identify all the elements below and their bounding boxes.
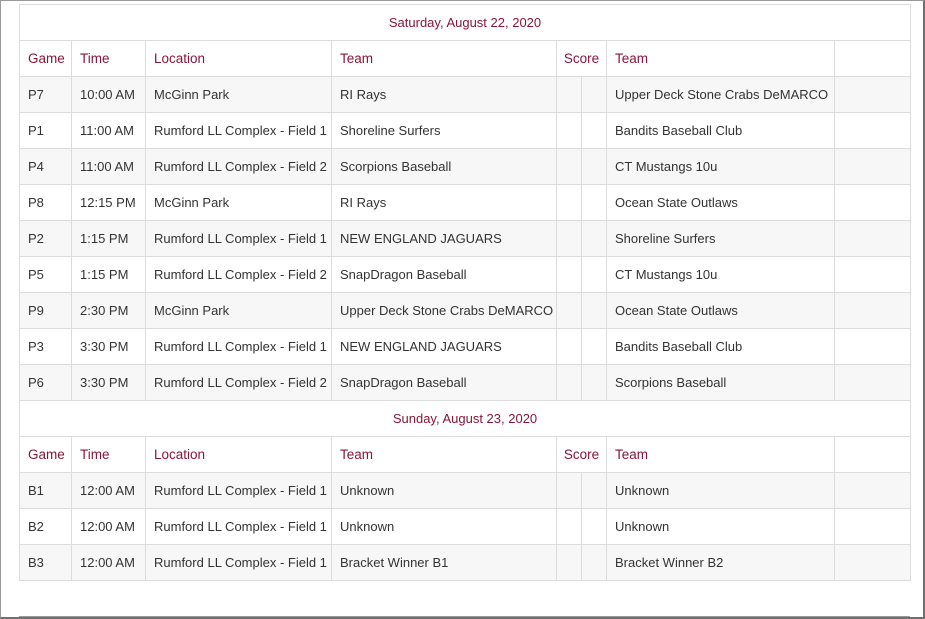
game-location: Rumford LL Complex - Field 2 — [146, 149, 332, 185]
team-home: NEW ENGLAND JAGUARS — [332, 221, 557, 257]
team-away: Ocean State Outlaws — [607, 185, 835, 221]
team-away: Unknown — [607, 473, 835, 509]
team-home: RI Rays — [332, 185, 557, 221]
game-location: Rumford LL Complex - Field 2 — [146, 257, 332, 293]
game-location: Rumford LL Complex - Field 1 — [146, 113, 332, 149]
extra-cell — [835, 509, 911, 545]
score-away — [582, 545, 607, 581]
day-header-row — [20, 401, 911, 437]
score-away — [582, 473, 607, 509]
team-home: Unknown — [332, 473, 557, 509]
header-extra — [835, 437, 911, 473]
score-away — [582, 509, 607, 545]
table-row — [20, 185, 911, 221]
extra-cell — [835, 293, 911, 329]
day-date: Sunday, August 23, 2020 — [20, 401, 911, 437]
score-away — [582, 329, 607, 365]
extra-cell — [835, 545, 911, 581]
game-time: 3:30 PM — [72, 365, 146, 401]
score-away — [582, 257, 607, 293]
team-home: Unknown — [332, 509, 557, 545]
team-away: CT Mustangs 10u — [607, 257, 835, 293]
game-time: 1:15 PM — [72, 221, 146, 257]
game-time: 3:30 PM — [72, 329, 146, 365]
header-team-home: Team — [332, 437, 557, 473]
score-home — [557, 257, 582, 293]
table-row — [20, 149, 911, 185]
game-location: Rumford LL Complex - Field 1 — [146, 329, 332, 365]
score-home — [557, 113, 582, 149]
score-home — [557, 329, 582, 365]
score-home — [557, 185, 582, 221]
header-score: Score — [557, 437, 607, 473]
game-time: 2:30 PM — [72, 293, 146, 329]
table-row — [20, 221, 911, 257]
extra-cell — [835, 149, 911, 185]
header-team-home: Team — [332, 41, 557, 77]
header-team-away: Team — [607, 41, 835, 77]
game-time: 12:00 AM — [72, 473, 146, 509]
game-code: P4 — [20, 149, 72, 185]
game-code: P7 — [20, 77, 72, 113]
score-home — [557, 545, 582, 581]
table-row — [20, 509, 911, 545]
divider — [19, 616, 910, 617]
game-location: McGinn Park — [146, 293, 332, 329]
game-location: Rumford LL Complex - Field 2 — [146, 365, 332, 401]
team-home: SnapDragon Baseball — [332, 365, 557, 401]
game-time: 12:00 AM — [72, 509, 146, 545]
game-location: McGinn Park — [146, 185, 332, 221]
extra-cell — [835, 365, 911, 401]
game-code: B3 — [20, 545, 72, 581]
score-away — [582, 149, 607, 185]
score-home — [557, 473, 582, 509]
schedule-body — [20, 5, 911, 581]
score-away — [582, 365, 607, 401]
team-away: Upper Deck Stone Crabs DeMARCO — [607, 77, 835, 113]
team-home: Shoreline Surfers — [332, 113, 557, 149]
header-time: Time — [72, 41, 146, 77]
score-away — [582, 113, 607, 149]
team-away: CT Mustangs 10u — [607, 149, 835, 185]
team-home: SnapDragon Baseball — [332, 257, 557, 293]
game-location: Rumford LL Complex - Field 1 — [146, 545, 332, 581]
schedule-table — [19, 4, 911, 581]
team-home: Upper Deck Stone Crabs DeMARCO — [332, 293, 557, 329]
header-location: Location — [146, 437, 332, 473]
team-away: Unknown — [607, 509, 835, 545]
extra-cell — [835, 329, 911, 365]
score-home — [557, 149, 582, 185]
game-time: 12:00 AM — [72, 545, 146, 581]
team-home: Scorpions Baseball — [332, 149, 557, 185]
game-code: P1 — [20, 113, 72, 149]
column-header-row — [20, 41, 911, 77]
game-time: 12:15 PM — [72, 185, 146, 221]
game-code: B1 — [20, 473, 72, 509]
team-away: Shoreline Surfers — [607, 221, 835, 257]
game-code: P9 — [20, 293, 72, 329]
extra-cell — [835, 185, 911, 221]
table-row — [20, 77, 911, 113]
game-time: 11:00 AM — [72, 113, 146, 149]
score-home — [557, 293, 582, 329]
extra-cell — [835, 221, 911, 257]
table-row — [20, 329, 911, 365]
score-away — [582, 221, 607, 257]
game-location: Rumford LL Complex - Field 1 — [146, 509, 332, 545]
game-location: McGinn Park — [146, 77, 332, 113]
table-row — [20, 113, 911, 149]
game-code: P5 — [20, 257, 72, 293]
team-home: RI Rays — [332, 77, 557, 113]
score-home — [557, 365, 582, 401]
team-away: Ocean State Outlaws — [607, 293, 835, 329]
extra-cell — [835, 77, 911, 113]
game-time: 1:15 PM — [72, 257, 146, 293]
extra-cell — [835, 257, 911, 293]
table-row — [20, 545, 911, 581]
team-away: Bandits Baseball Club — [607, 113, 835, 149]
team-away: Bracket Winner B2 — [607, 545, 835, 581]
extra-cell — [835, 113, 911, 149]
table-row — [20, 365, 911, 401]
game-time: 10:00 AM — [72, 77, 146, 113]
table-row — [20, 473, 911, 509]
column-header-row — [20, 437, 911, 473]
game-code: P2 — [20, 221, 72, 257]
day-header-row — [20, 5, 911, 41]
header-score: Score — [557, 41, 607, 77]
score-home — [557, 77, 582, 113]
team-home: NEW ENGLAND JAGUARS — [332, 329, 557, 365]
team-away: Bandits Baseball Club — [607, 329, 835, 365]
score-away — [582, 293, 607, 329]
game-location: Rumford LL Complex - Field 1 — [146, 221, 332, 257]
table-row — [20, 257, 911, 293]
header-extra — [835, 41, 911, 77]
score-home — [557, 509, 582, 545]
team-home: Bracket Winner B1 — [332, 545, 557, 581]
extra-cell — [835, 473, 911, 509]
game-code: P8 — [20, 185, 72, 221]
header-team-away: Team — [607, 437, 835, 473]
game-time: 11:00 AM — [72, 149, 146, 185]
team-away: Scorpions Baseball — [607, 365, 835, 401]
game-code: P6 — [20, 365, 72, 401]
score-away — [582, 77, 607, 113]
game-code: B2 — [20, 509, 72, 545]
game-code: P3 — [20, 329, 72, 365]
score-home — [557, 221, 582, 257]
header-location: Location — [146, 41, 332, 77]
header-game: Game — [20, 41, 72, 77]
table-row — [20, 293, 911, 329]
score-away — [582, 185, 607, 221]
day-date: Saturday, August 22, 2020 — [20, 5, 911, 41]
game-location: Rumford LL Complex - Field 1 — [146, 473, 332, 509]
header-game: Game — [20, 437, 72, 473]
header-time: Time — [72, 437, 146, 473]
